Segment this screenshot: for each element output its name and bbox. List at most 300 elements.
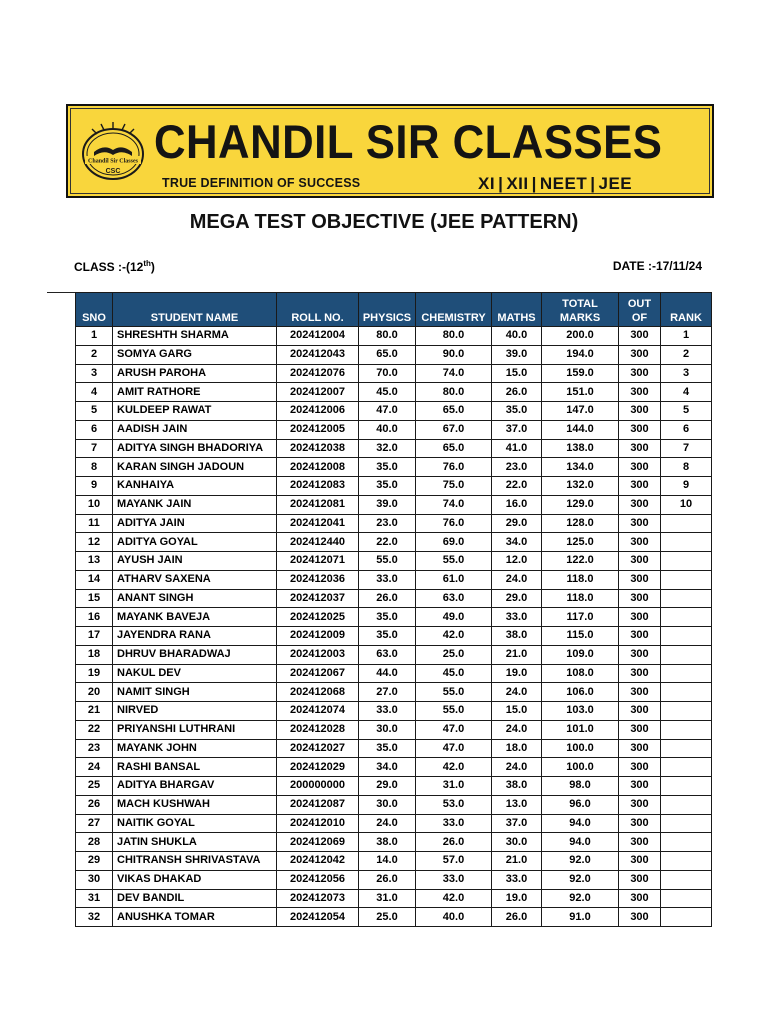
cell-student-name: AYUSH JAIN (113, 552, 277, 571)
cell-sno: 31 (76, 889, 113, 908)
cell-rank (661, 514, 712, 533)
table-row (76, 402, 712, 421)
col-header-student-name: STUDENT NAME (113, 293, 277, 327)
cell-student-name: ATHARV SAXENA (113, 570, 277, 589)
cell-student-name: VIKAS DHAKAD (113, 870, 277, 889)
cell-physics: 25.0 (359, 908, 416, 927)
cell-maths: 24.0 (492, 758, 542, 777)
cell-roll-no: 202412038 (277, 439, 359, 458)
cell-maths: 19.0 (492, 664, 542, 683)
cell-physics: 29.0 (359, 777, 416, 796)
table-row (76, 645, 712, 664)
cell-sno: 14 (76, 570, 113, 589)
cell-sno: 16 (76, 608, 113, 627)
table-row (76, 420, 712, 439)
cell-physics: 24.0 (359, 814, 416, 833)
table-row (76, 627, 712, 646)
cell-chemistry: 55.0 (416, 552, 492, 571)
cell-rank: 6 (661, 420, 712, 439)
table-row (76, 514, 712, 533)
cell-physics: 55.0 (359, 552, 416, 571)
cell-maths: 16.0 (492, 495, 542, 514)
cell-out-of: 300 (619, 402, 661, 421)
results-table (75, 292, 712, 927)
cell-physics: 63.0 (359, 645, 416, 664)
cell-student-name: PRIYANSHI LUTHRANI (113, 720, 277, 739)
cell-student-name: ANANT SINGH (113, 589, 277, 608)
table-row (76, 439, 712, 458)
cell-maths: 26.0 (492, 383, 542, 402)
table-row (76, 570, 712, 589)
cell-out-of: 300 (619, 852, 661, 871)
cell-out-of: 300 (619, 439, 661, 458)
cell-chemistry: 42.0 (416, 758, 492, 777)
cell-chemistry: 42.0 (416, 627, 492, 646)
cell-student-name: NAKUL DEV (113, 664, 277, 683)
cell-chemistry: 33.0 (416, 870, 492, 889)
cell-sno: 1 (76, 327, 113, 346)
cell-total-marks: 92.0 (542, 889, 619, 908)
cell-maths: 15.0 (492, 702, 542, 721)
cell-rank (661, 702, 712, 721)
cell-roll-no: 202412068 (277, 683, 359, 702)
cell-maths: 30.0 (492, 833, 542, 852)
cell-chemistry: 61.0 (416, 570, 492, 589)
cell-total-marks: 159.0 (542, 364, 619, 383)
cell-rank (661, 683, 712, 702)
cell-out-of: 300 (619, 383, 661, 402)
cell-physics: 70.0 (359, 364, 416, 383)
cell-chemistry: 42.0 (416, 889, 492, 908)
col-header-rank: RANK (661, 293, 712, 327)
cell-total-marks: 200.0 (542, 327, 619, 346)
cell-student-name: ADITYA BHARGAV (113, 777, 277, 796)
table-row (76, 608, 712, 627)
table-row (76, 870, 712, 889)
cell-roll-no: 202412069 (277, 833, 359, 852)
cell-student-name: MAYANK JOHN (113, 739, 277, 758)
col-header-roll-no: ROLL NO. (277, 293, 359, 327)
cell-student-name: KULDEEP RAWAT (113, 402, 277, 421)
cell-roll-no: 202412010 (277, 814, 359, 833)
course-streams: XI | XII | NEET | JEE (478, 174, 633, 193)
cell-rank (661, 645, 712, 664)
cell-physics: 26.0 (359, 589, 416, 608)
cell-roll-no: 202412071 (277, 552, 359, 571)
cell-roll-no: 202412054 (277, 908, 359, 927)
table-row (76, 889, 712, 908)
cell-out-of: 300 (619, 345, 661, 364)
results-table-body (76, 327, 712, 927)
cell-maths: 41.0 (492, 439, 542, 458)
cell-total-marks: 92.0 (542, 870, 619, 889)
cell-roll-no: 202412056 (277, 870, 359, 889)
cell-maths: 13.0 (492, 795, 542, 814)
col-header-chemistry: CHEMISTRY (416, 293, 492, 327)
cell-rank (661, 570, 712, 589)
cell-chemistry: 53.0 (416, 795, 492, 814)
cell-physics: 44.0 (359, 664, 416, 683)
cell-out-of: 300 (619, 514, 661, 533)
cell-out-of: 300 (619, 795, 661, 814)
cell-rank (661, 739, 712, 758)
cell-roll-no: 202412440 (277, 533, 359, 552)
cell-rank (661, 533, 712, 552)
cell-rank: 1 (661, 327, 712, 346)
col-header-physics: PHYSICS (359, 293, 416, 327)
cell-chemistry: 55.0 (416, 683, 492, 702)
cell-rank: 10 (661, 495, 712, 514)
cell-sno: 5 (76, 402, 113, 421)
cell-total-marks: 125.0 (542, 533, 619, 552)
cell-sno: 28 (76, 833, 113, 852)
cell-total-marks: 94.0 (542, 833, 619, 852)
col-header-out-of: OUT OF (619, 293, 661, 327)
table-row (76, 739, 712, 758)
cell-rank: 7 (661, 439, 712, 458)
cell-chemistry: 47.0 (416, 739, 492, 758)
cell-student-name: JATIN SHUKLA (113, 833, 277, 852)
cell-rank (661, 552, 712, 571)
cell-rank (661, 870, 712, 889)
cell-student-name: MAYANK JAIN (113, 495, 277, 514)
cell-student-name: MACH KUSHWAH (113, 795, 277, 814)
cell-sno: 25 (76, 777, 113, 796)
col-header-total-marks: TOTAL MARKS (542, 293, 619, 327)
cell-student-name: ADITYA GOYAL (113, 533, 277, 552)
header-banner (66, 104, 714, 198)
cell-sno: 7 (76, 439, 113, 458)
cell-rank (661, 664, 712, 683)
cell-out-of: 300 (619, 702, 661, 721)
class-label: CLASS :-(12th) (74, 259, 155, 274)
cell-total-marks: 96.0 (542, 795, 619, 814)
col-header-sno: SNO (76, 293, 113, 327)
cell-roll-no: 202412008 (277, 458, 359, 477)
cell-rank: 4 (661, 383, 712, 402)
cell-maths: 24.0 (492, 720, 542, 739)
cell-roll-no: 202412007 (277, 383, 359, 402)
cell-roll-no: 202412006 (277, 402, 359, 421)
brand-title: CHANDIL SIR CLASSES (154, 115, 663, 168)
cell-student-name: ADITYA SINGH BHADORIYA (113, 439, 277, 458)
cell-total-marks: 103.0 (542, 702, 619, 721)
cell-physics: 80.0 (359, 327, 416, 346)
cell-out-of: 300 (619, 870, 661, 889)
cell-chemistry: 33.0 (416, 814, 492, 833)
cell-chemistry: 45.0 (416, 664, 492, 683)
cell-out-of: 300 (619, 533, 661, 552)
table-row (76, 814, 712, 833)
cell-student-name: AMIT RATHORE (113, 383, 277, 402)
cell-physics: 14.0 (359, 852, 416, 871)
cell-total-marks: 132.0 (542, 477, 619, 496)
cell-physics: 33.0 (359, 570, 416, 589)
cell-physics: 40.0 (359, 420, 416, 439)
cell-sno: 11 (76, 514, 113, 533)
cell-sno: 6 (76, 420, 113, 439)
brand-tagline: TRUE DEFINITION OF SUCCESS (162, 176, 361, 190)
cell-sno: 17 (76, 627, 113, 646)
cell-rank: 2 (661, 345, 712, 364)
cell-maths: 38.0 (492, 627, 542, 646)
cell-total-marks: 134.0 (542, 458, 619, 477)
cell-total-marks: 92.0 (542, 852, 619, 871)
table-row (76, 533, 712, 552)
cell-physics: 35.0 (359, 739, 416, 758)
cell-rank (661, 889, 712, 908)
cell-chemistry: 63.0 (416, 589, 492, 608)
cell-out-of: 300 (619, 814, 661, 833)
cell-sno: 12 (76, 533, 113, 552)
cell-physics: 23.0 (359, 514, 416, 533)
cell-physics: 35.0 (359, 608, 416, 627)
cell-sno: 27 (76, 814, 113, 833)
cell-student-name: MAYANK BAVEJA (113, 608, 277, 627)
cell-student-name: KANHAIYA (113, 477, 277, 496)
table-row (76, 795, 712, 814)
cell-out-of: 300 (619, 889, 661, 908)
cell-out-of: 300 (619, 908, 661, 927)
cell-physics: 39.0 (359, 495, 416, 514)
table-row (76, 720, 712, 739)
cell-rank (661, 720, 712, 739)
cell-rank: 9 (661, 477, 712, 496)
cell-roll-no: 202412076 (277, 364, 359, 383)
cell-student-name: NAMIT SINGH (113, 683, 277, 702)
cell-maths: 29.0 (492, 589, 542, 608)
cell-chemistry: 74.0 (416, 364, 492, 383)
cell-sno: 15 (76, 589, 113, 608)
cell-physics: 31.0 (359, 889, 416, 908)
table-row (76, 495, 712, 514)
cell-student-name: JAYENDRA RANA (113, 627, 277, 646)
table-row (76, 683, 712, 702)
cell-roll-no: 202412036 (277, 570, 359, 589)
cell-rank: 3 (661, 364, 712, 383)
cell-total-marks: 115.0 (542, 627, 619, 646)
stream-neet: NEET (539, 174, 588, 193)
cell-total-marks: 94.0 (542, 814, 619, 833)
cell-roll-no: 202412074 (277, 702, 359, 721)
cell-maths: 19.0 (492, 889, 542, 908)
cell-out-of: 300 (619, 645, 661, 664)
cell-sno: 20 (76, 683, 113, 702)
cell-rank (661, 589, 712, 608)
table-row (76, 702, 712, 721)
cell-out-of: 300 (619, 552, 661, 571)
cell-total-marks: 106.0 (542, 683, 619, 702)
cell-roll-no: 202412067 (277, 664, 359, 683)
cell-sno: 19 (76, 664, 113, 683)
cell-total-marks: 108.0 (542, 664, 619, 683)
cell-physics: 47.0 (359, 402, 416, 421)
cell-total-marks: 98.0 (542, 777, 619, 796)
cell-roll-no: 202412025 (277, 608, 359, 627)
cell-total-marks: 194.0 (542, 345, 619, 364)
cell-chemistry: 80.0 (416, 327, 492, 346)
cell-chemistry: 69.0 (416, 533, 492, 552)
cell-rank: 8 (661, 458, 712, 477)
table-row (76, 777, 712, 796)
table-row (76, 589, 712, 608)
cell-student-name: CHITRANSH SHRIVASTAVA (113, 852, 277, 871)
cell-sno: 21 (76, 702, 113, 721)
cell-roll-no: 202412087 (277, 795, 359, 814)
cell-roll-no: 202412004 (277, 327, 359, 346)
cell-out-of: 300 (619, 683, 661, 702)
cell-out-of: 300 (619, 720, 661, 739)
cell-maths: 21.0 (492, 852, 542, 871)
table-row (76, 908, 712, 927)
table-row (76, 477, 712, 496)
table-row (76, 833, 712, 852)
cell-maths: 18.0 (492, 739, 542, 758)
cell-rank (661, 852, 712, 871)
cell-chemistry: 80.0 (416, 383, 492, 402)
cell-chemistry: 76.0 (416, 514, 492, 533)
test-title: MEGA TEST OBJECTIVE (JEE PATTERN) (189, 211, 579, 233)
cell-maths: 39.0 (492, 345, 542, 364)
cell-student-name: SHRESHTH SHARMA (113, 327, 277, 346)
cell-chemistry: 40.0 (416, 908, 492, 927)
cell-chemistry: 67.0 (416, 420, 492, 439)
cell-total-marks: 138.0 (542, 439, 619, 458)
cell-total-marks: 109.0 (542, 645, 619, 664)
cell-rank (661, 795, 712, 814)
cell-out-of: 300 (619, 739, 661, 758)
cell-chemistry: 31.0 (416, 777, 492, 796)
cell-student-name: AADISH JAIN (113, 420, 277, 439)
cell-rank (661, 833, 712, 852)
cell-physics: 35.0 (359, 627, 416, 646)
cell-chemistry: 65.0 (416, 439, 492, 458)
cell-roll-no: 202412043 (277, 345, 359, 364)
cell-rank (661, 908, 712, 927)
cell-student-name: ANUSHKA TOMAR (113, 908, 277, 927)
cell-maths: 12.0 (492, 552, 542, 571)
cell-physics: 45.0 (359, 383, 416, 402)
cell-out-of: 300 (619, 758, 661, 777)
cell-out-of: 300 (619, 664, 661, 683)
cell-total-marks: 100.0 (542, 758, 619, 777)
cell-out-of: 300 (619, 458, 661, 477)
cell-roll-no: 202412027 (277, 739, 359, 758)
stream-xii: XII (506, 174, 529, 193)
cell-total-marks: 100.0 (542, 739, 619, 758)
cell-out-of: 300 (619, 495, 661, 514)
cell-physics: 27.0 (359, 683, 416, 702)
cell-maths: 37.0 (492, 420, 542, 439)
cell-sno: 26 (76, 795, 113, 814)
cell-maths: 21.0 (492, 645, 542, 664)
table-row (76, 345, 712, 364)
cell-chemistry: 57.0 (416, 852, 492, 871)
cell-roll-no: 202412041 (277, 514, 359, 533)
cell-total-marks: 147.0 (542, 402, 619, 421)
cell-sno: 13 (76, 552, 113, 571)
svg-text:Chandil Sir Classes: Chandil Sir Classes (88, 158, 138, 165)
table-row (76, 383, 712, 402)
cell-student-name: DEV BANDIL (113, 889, 277, 908)
cell-physics: 33.0 (359, 702, 416, 721)
cell-sno: 18 (76, 645, 113, 664)
cell-out-of: 300 (619, 608, 661, 627)
cell-student-name: NIRVED (113, 702, 277, 721)
cell-sno: 23 (76, 739, 113, 758)
cell-total-marks: 122.0 (542, 552, 619, 571)
cell-sno: 22 (76, 720, 113, 739)
cell-out-of: 300 (619, 327, 661, 346)
cell-maths: 33.0 (492, 608, 542, 627)
cell-physics: 34.0 (359, 758, 416, 777)
cell-roll-no: 202412003 (277, 645, 359, 664)
cell-chemistry: 76.0 (416, 458, 492, 477)
cell-student-name: DHRUV BHARADWAJ (113, 645, 277, 664)
cell-roll-no: 202412083 (277, 477, 359, 496)
cell-roll-no: 202412081 (277, 495, 359, 514)
cell-roll-no: 202412037 (277, 589, 359, 608)
table-row (76, 327, 712, 346)
cell-chemistry: 75.0 (416, 477, 492, 496)
cell-rank: 5 (661, 402, 712, 421)
cell-total-marks: 101.0 (542, 720, 619, 739)
cell-student-name: ARUSH PAROHA (113, 364, 277, 383)
cell-chemistry: 90.0 (416, 345, 492, 364)
cell-physics: 26.0 (359, 870, 416, 889)
cell-total-marks: 118.0 (542, 589, 619, 608)
cell-sno: 10 (76, 495, 113, 514)
table-row (76, 364, 712, 383)
cell-maths: 15.0 (492, 364, 542, 383)
cell-roll-no: 202412009 (277, 627, 359, 646)
cell-student-name: SOMYA GARG (113, 345, 277, 364)
cell-out-of: 300 (619, 477, 661, 496)
cell-roll-no: 202412029 (277, 758, 359, 777)
table-row (76, 458, 712, 477)
cell-maths: 24.0 (492, 570, 542, 589)
cell-sno: 9 (76, 477, 113, 496)
cell-out-of: 300 (619, 570, 661, 589)
cell-student-name: KARAN SINGH JADOUN (113, 458, 277, 477)
cell-chemistry: 25.0 (416, 645, 492, 664)
cell-sno: 24 (76, 758, 113, 777)
cell-maths: 34.0 (492, 533, 542, 552)
cell-maths: 24.0 (492, 683, 542, 702)
table-row (76, 852, 712, 871)
cell-total-marks: 91.0 (542, 908, 619, 927)
cell-student-name: RASHI BANSAL (113, 758, 277, 777)
cell-rank (661, 608, 712, 627)
cell-total-marks: 128.0 (542, 514, 619, 533)
cell-out-of: 300 (619, 833, 661, 852)
cell-student-name: NAITIK GOYAL (113, 814, 277, 833)
table-row (76, 758, 712, 777)
cell-chemistry: 74.0 (416, 495, 492, 514)
cell-maths: 37.0 (492, 814, 542, 833)
cell-maths: 40.0 (492, 327, 542, 346)
table-row (76, 552, 712, 571)
cell-chemistry: 26.0 (416, 833, 492, 852)
cell-roll-no: 202412005 (277, 420, 359, 439)
cell-chemistry: 55.0 (416, 702, 492, 721)
cell-out-of: 300 (619, 627, 661, 646)
cell-maths: 35.0 (492, 402, 542, 421)
cell-chemistry: 49.0 (416, 608, 492, 627)
cell-rank (661, 758, 712, 777)
cell-physics: 35.0 (359, 458, 416, 477)
stream-jee: JEE (598, 174, 633, 193)
